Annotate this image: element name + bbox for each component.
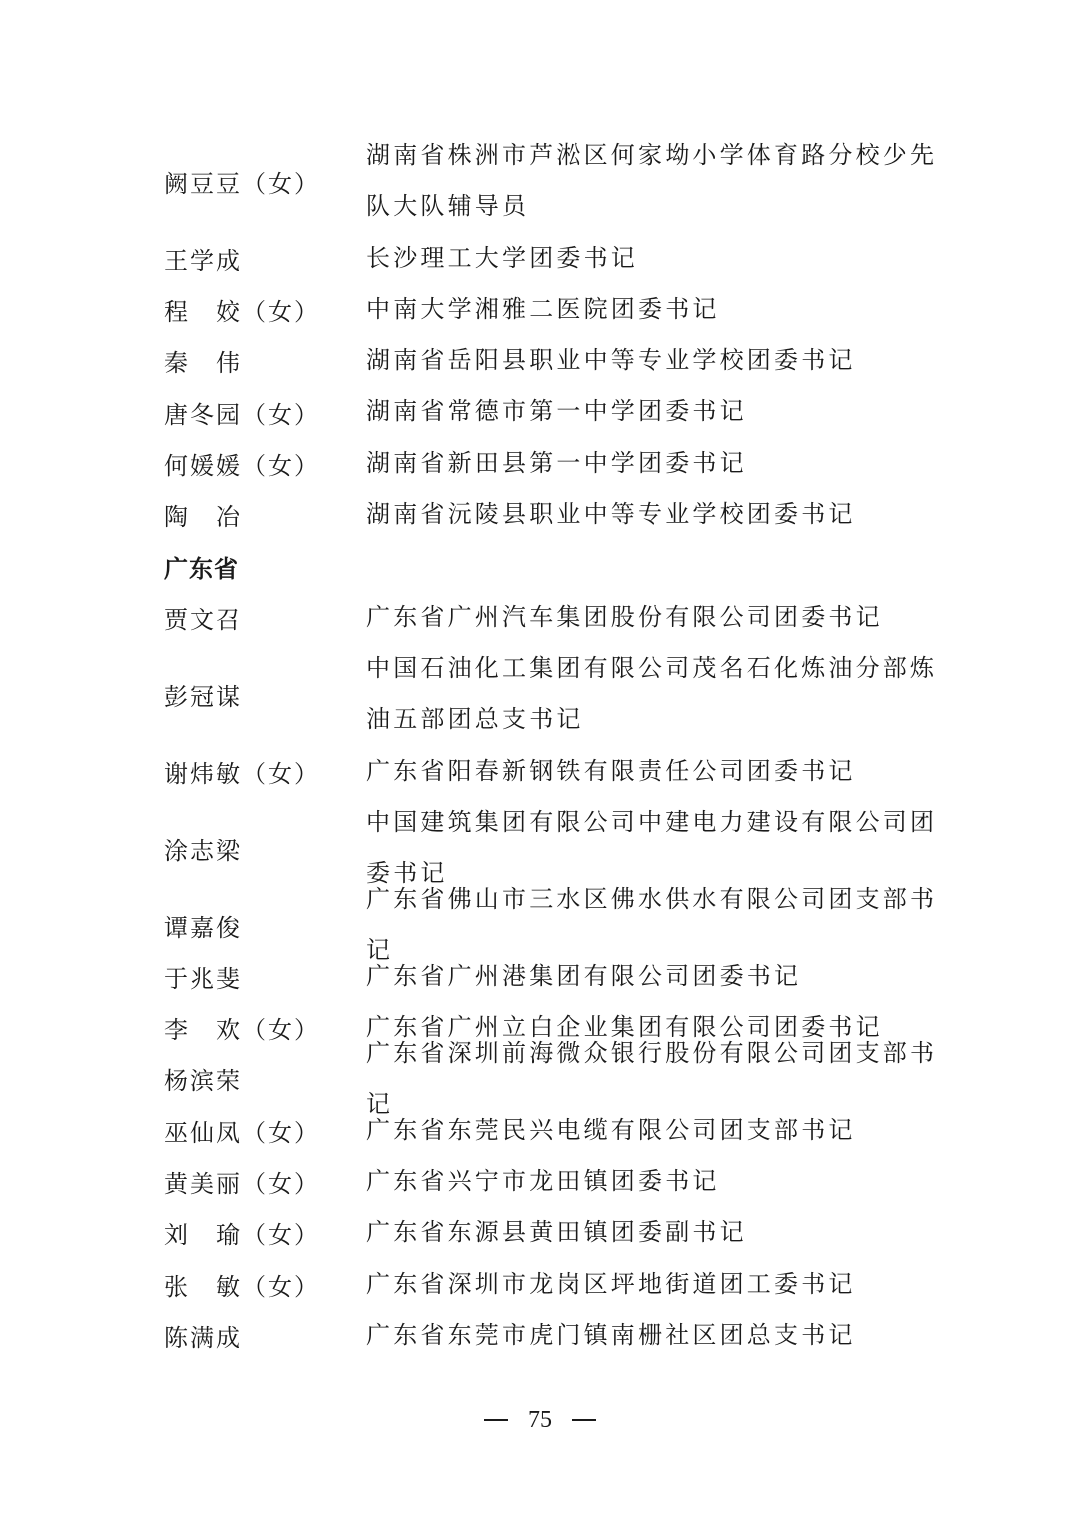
list-item xyxy=(0,1310,1080,1361)
section-heading: 广东省 xyxy=(164,554,239,583)
person-name: 张 敏（女） xyxy=(164,1272,320,1301)
list-item xyxy=(0,130,1080,233)
list-item xyxy=(0,489,1080,540)
person-name: 何媛媛（女） xyxy=(164,451,320,480)
position-title: 广东省阳春新钢铁有限责任公司团委书记 xyxy=(366,756,856,785)
list-item xyxy=(0,438,1080,489)
person-name: 巫仙凤（女） xyxy=(164,1118,320,1147)
position-title: 湖南省新田县第一中学团委书记 xyxy=(366,448,747,477)
position-title: 广东省广州港集团有限公司团委书记 xyxy=(366,961,802,990)
list-item xyxy=(0,592,1080,643)
list-item xyxy=(0,1038,1080,1118)
person-name: 秦 伟 xyxy=(164,349,242,378)
position-title: 广东省深圳前海微众银行股份有限公司团支部书记 xyxy=(366,1038,938,1118)
position-title: 广东省深圳市龙岗区坪地街道团工委书记 xyxy=(366,1269,856,1298)
person-name: 贾文召 xyxy=(164,605,242,634)
position-title: 中南大学湘雅二医院团委书记 xyxy=(366,294,720,323)
position-title: 中国建筑集团有限公司中建电力建设有限公司团委书记 xyxy=(366,807,938,888)
position-title: 湖南省岳阳县职业中等专业学校团委书记 xyxy=(366,346,856,375)
position-title: 广东省东莞市虎门镇南栅社区团总支书记 xyxy=(366,1320,856,1349)
position-title: 广东省东莞民兴电缆有限公司团支部书记 xyxy=(366,1115,856,1144)
list-item xyxy=(0,233,1080,284)
list-item xyxy=(0,1207,1080,1258)
list-item xyxy=(0,951,1080,1002)
person-name: 陶 冶 xyxy=(164,503,242,532)
list-item xyxy=(0,1156,1080,1207)
person-name: 黄美丽（女） xyxy=(164,1170,320,1199)
footer-dash-left xyxy=(484,1419,508,1421)
position-title: 湖南省沅陵县职业中等专业学校团委书记 xyxy=(366,500,856,529)
position-title: 中国石油化工集团有限公司茂名石化炼油分部炼油五部团总支书记 xyxy=(366,653,938,734)
position-title: 湖南省株洲市芦淞区何家坳小学体育路分校少先队大队辅导员 xyxy=(366,141,938,221)
person-name: 谭嘉俊 xyxy=(164,913,242,942)
person-name: 刘 瑜（女） xyxy=(164,1221,320,1250)
person-name: 杨滨荣 xyxy=(164,1067,242,1096)
list-item xyxy=(0,386,1080,437)
person-name: 涂志梁 xyxy=(164,836,242,865)
person-name: 彭冠谋 xyxy=(164,682,242,711)
name-list xyxy=(0,130,1080,1361)
position-title: 广东省广州汽车集团股份有限公司团委书记 xyxy=(366,602,883,631)
person-name: 程 姣（女） xyxy=(164,298,320,327)
footer-dash-right xyxy=(572,1419,596,1421)
position-title: 广东省东源县黄田镇团委副书记 xyxy=(366,1218,747,1247)
person-name: 王学成 xyxy=(164,246,242,275)
position-title: 湖南省常德市第一中学团委书记 xyxy=(366,397,747,426)
list-item xyxy=(0,1259,1080,1310)
list-item xyxy=(0,1105,1080,1156)
list-item xyxy=(0,643,1080,746)
person-name: 谢炜敏（女） xyxy=(164,759,320,788)
person-name: 陈满成 xyxy=(164,1323,242,1352)
position-title: 广东省兴宁市龙田镇团委书记 xyxy=(366,1166,720,1195)
position-title: 长沙理工大学团委书记 xyxy=(366,243,638,272)
list-item xyxy=(0,284,1080,335)
list-item xyxy=(0,335,1080,386)
person-name: 于兆斐 xyxy=(164,964,242,993)
person-name: 阙豆豆（女） xyxy=(164,169,320,198)
list-item xyxy=(0,884,1080,965)
person-name: 唐冬园（女） xyxy=(164,400,320,429)
list-item xyxy=(0,746,1080,797)
page-footer xyxy=(0,1400,1080,1440)
page-number: 75 xyxy=(528,1406,552,1433)
position-title: 广东省佛山市三水区佛水供水有限公司团支部书记 xyxy=(366,884,938,965)
position-title: 广东省广州立白企业集团有限公司团委书记 xyxy=(366,1013,883,1042)
person-name: 李 欢（女） xyxy=(164,1016,320,1045)
